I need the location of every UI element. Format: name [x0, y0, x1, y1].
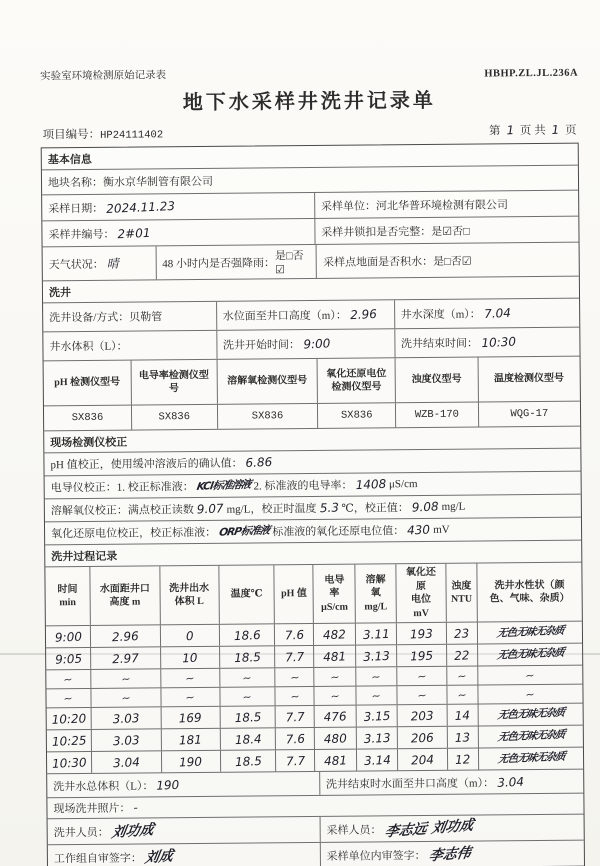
doc-code: HBHP.ZL.JL.236A: [484, 67, 579, 80]
sampling-unit-value: 河北华普环境检测有限公司: [375, 198, 509, 212]
section-process-record: [45, 540, 581, 567]
field-sampling-date: [42, 193, 314, 220]
internal-review-signature: 李志伟: [427, 844, 472, 865]
internal-review-label: 采样单位内审签字：: [326, 849, 426, 863]
cell-conductivity: [314, 687, 356, 705]
cell-character: [477, 685, 582, 704]
ditto-mark: ~: [289, 689, 301, 704]
field-end-time: [394, 328, 580, 358]
field-lock-intact: [314, 217, 578, 244]
process-table-header-row: [45, 562, 581, 626]
site-name-label: 地块名称：: [47, 176, 104, 190]
ditto-mark: ~: [329, 669, 341, 684]
total-volume-value: 190: [156, 777, 180, 793]
ph-value: 7.6: [285, 731, 306, 747]
turbidity-value: 14: [454, 707, 471, 723]
section-process-record-title: 洗井过程记录: [51, 550, 118, 563]
well-volume-label: 井水体积（L）：: [49, 340, 128, 354]
end-water-level-value: 3.04: [496, 774, 525, 790]
process-header-water-height: 水面距井口 高度 m: [89, 566, 159, 625]
do-value: 3.13: [363, 730, 391, 746]
cell-character: [477, 704, 582, 726]
ditto-mark: ~: [524, 668, 536, 683]
cell-do: [356, 686, 397, 704]
orp-value: 193: [409, 626, 434, 642]
process-header-temperature: 温度℃: [218, 565, 274, 623]
conductivity-value: 480: [323, 730, 348, 746]
character-value: 无色无味无杂质: [496, 728, 566, 744]
cell-outflow: [160, 647, 219, 669]
ditto-mark: ~: [329, 688, 341, 703]
time-value: 10:25: [51, 732, 87, 749]
instrument-header-do: 溶解氧检测仪型号: [216, 359, 317, 404]
ditto-mark: ~: [63, 691, 74, 706]
row-weather: [43, 242, 579, 281]
field-sampling-unit: [314, 191, 578, 218]
cell-time: [46, 648, 90, 669]
cell-water-height: [90, 625, 160, 647]
water-height-value: 3.03: [112, 710, 140, 726]
water-height-value: 2.97: [111, 650, 140, 666]
field-well-volume: [43, 331, 216, 361]
instrument-model-orp: SX836: [317, 403, 395, 428]
end-time-value: 10:30: [480, 334, 516, 351]
cell-orp: [397, 705, 447, 726]
cell-conductivity: [313, 624, 355, 645]
ponding-label: 采样点地面是否积水：: [323, 255, 434, 269]
cell-turbidity: [447, 727, 478, 748]
ph-value: 7.7: [285, 709, 305, 725]
ph-calibration-label: pH 值校正，使用缓冲溶液后的确认值：: [50, 457, 243, 472]
page-mid: 页 共: [519, 124, 546, 138]
section-washing: [43, 276, 579, 303]
row-wellno-lock: [42, 216, 578, 247]
sampler-label: 采样人员：: [326, 823, 382, 837]
project-number: [43, 125, 164, 142]
field-washer: [48, 817, 320, 844]
field-weather: [43, 246, 156, 280]
instrument-model-turbidity: WZB-170: [395, 403, 478, 428]
washing-device-value: 贝勒管: [129, 311, 163, 324]
temp-value: 18.5: [233, 709, 262, 725]
process-row-3: [47, 703, 583, 730]
outflow-value: 190: [178, 754, 203, 770]
process-header-turbidity: 浊度 NTU: [445, 564, 477, 622]
orp-value: 203: [410, 708, 434, 724]
ditto-mark: ~: [184, 671, 196, 686]
section-calibration: [44, 426, 580, 453]
conductivity-value: 476: [323, 708, 348, 724]
row-ph-calibration: [44, 448, 580, 476]
orp-unit: mV: [433, 523, 450, 536]
ditto-mark: ~: [416, 669, 428, 684]
field-well-depth: [394, 299, 580, 329]
lock-intact-label: 采样井锁扣是否完整：: [321, 225, 432, 239]
cell-outflow: [160, 669, 219, 688]
field-heavy-rain: [155, 245, 316, 279]
field-end-water-level: [319, 770, 583, 795]
water-level-value: 2.96: [349, 306, 377, 323]
do-value: 3.13: [362, 648, 390, 664]
cell-do: [355, 645, 396, 666]
time-value: 9:05: [54, 651, 82, 667]
instrument-model-ph: SX836: [71, 411, 104, 425]
row-instrument-models: [44, 401, 580, 431]
cell-time: [46, 689, 90, 707]
cell-ph: [274, 624, 313, 645]
process-header-outflow-volume: 洗井出水 体积 L: [159, 566, 218, 625]
ph-value: 7.6: [284, 627, 305, 643]
cell-temp: [219, 706, 275, 727]
page-number-handwritten: 1: [505, 123, 515, 138]
temp-value: 18.5: [234, 753, 262, 769]
do-temp-value: 5.3: [319, 500, 339, 516]
outflow-value: 10: [181, 650, 198, 665]
photo-label: 现场洗井照片：: [53, 802, 131, 816]
page-prefix: 第: [488, 125, 501, 138]
cell-orp: [396, 623, 446, 644]
instrument-header-orp: 氧化还原电位 检测仪型号: [317, 358, 395, 403]
field-do-calibration: [45, 495, 581, 522]
ditto-mark: ~: [371, 669, 382, 684]
top-header: [40, 64, 578, 84]
field-ph-calibration: [44, 449, 580, 476]
field-water-level-height: [216, 300, 394, 330]
cell-conductivity: [314, 668, 356, 686]
cell-ph: [275, 668, 314, 686]
row-personnel: [48, 814, 584, 845]
cell-turbidity: [446, 645, 477, 666]
ph-value: 7.7: [285, 753, 306, 769]
well-depth-label: 井水深度（m）：: [400, 308, 481, 322]
cell-conductivity: [314, 706, 356, 727]
section-basic-info-title: 基本信息: [47, 153, 92, 166]
ditto-mark: ~: [456, 668, 468, 683]
orp-value-label: 标准液的氧化还原电位值：: [272, 525, 405, 539]
ditto-mark: ~: [241, 670, 253, 685]
character-value: 无色无味无杂质: [495, 624, 565, 640]
character-value: 无色无味无杂质: [496, 750, 566, 766]
outflow-value: 169: [178, 710, 203, 726]
orp-value: 204: [410, 752, 435, 768]
row-site-name: [42, 165, 578, 195]
cell-outflow: [160, 707, 219, 729]
start-time-label: 洗井开始时间：: [222, 339, 301, 352]
well-number-label: 采样井编号：: [48, 228, 115, 241]
record-form-table: [41, 143, 585, 866]
cell-character: [478, 726, 583, 748]
ditto-mark: ~: [184, 690, 196, 705]
cell-turbidity: [446, 705, 477, 726]
weather-label: 天气状况：: [48, 258, 104, 271]
sampling-date-value: 2024.11.23: [105, 198, 176, 216]
field-washing-device: [43, 302, 216, 332]
orp-value: 430: [406, 522, 431, 538]
do-temp-label: mg/L，校正时温度: [226, 502, 317, 516]
process-header-character: 洗井水性状（颜 色、气味、杂质）: [476, 563, 582, 622]
cell-do: [356, 749, 397, 770]
cell-ph: [275, 687, 314, 705]
time-value: 10:20: [51, 710, 87, 727]
cell-outflow: [159, 625, 218, 647]
start-time-value: 9:00: [302, 336, 331, 352]
instrument-header-temperature: 温度检测仪型号: [477, 357, 580, 402]
section-calibration-title: 现场检测仪校正: [50, 436, 128, 449]
process-row-2: [46, 643, 582, 670]
cell-water-height: [90, 647, 160, 669]
cell-temp: [219, 668, 275, 686]
cell-temp: [219, 687, 275, 705]
time-value: 10:30: [51, 754, 87, 771]
sampling-unit-label: 采样单位：: [320, 199, 377, 213]
cell-outflow: [161, 751, 220, 773]
sampling-date-label: 采样日期：: [48, 202, 104, 215]
page-title: 地下水采样井洗井记录单: [182, 89, 436, 115]
field-sampler: [319, 815, 583, 842]
ditto-mark: ~: [242, 689, 253, 704]
field-total-volume: [47, 772, 319, 797]
turbidity-value: 12: [454, 751, 471, 767]
row-device-levels: [43, 298, 579, 332]
temp-value: 18.6: [233, 627, 261, 643]
conductivity-value: 481: [324, 752, 348, 768]
turbidity-value: 22: [454, 647, 470, 663]
cell-time: [47, 730, 91, 751]
total-volume-label: 洗井水总体积（L）：: [53, 779, 154, 793]
orp-value: 206: [410, 730, 434, 746]
water-height-value: 3.04: [112, 754, 140, 770]
do-reading-value: 9.07: [196, 501, 224, 517]
site-name-value: 衡水京华制管有限公司: [102, 175, 214, 189]
cell-time: [47, 752, 91, 773]
cell-temp: [218, 624, 274, 645]
cell-turbidity: [447, 749, 478, 770]
row-instrument-headers: [44, 356, 580, 406]
cell-conductivity: [314, 750, 356, 771]
process-row-5: [47, 747, 583, 774]
turbidity-value: 23: [453, 625, 470, 641]
ditto-mark: ~: [371, 688, 382, 703]
temp-value: 18.4: [234, 731, 262, 747]
ditto-mark: ~: [62, 672, 74, 687]
cell-temp: [219, 728, 275, 749]
cell-do: [355, 623, 396, 644]
project-number-value: HP24111402: [100, 129, 164, 142]
cell-outflow: [160, 729, 219, 751]
cell-do: [356, 705, 397, 726]
ditto-mark: ~: [416, 688, 428, 703]
field-orp-calibration: [45, 518, 581, 545]
cell-water-height: [91, 729, 161, 751]
do-value: 3.15: [363, 708, 391, 724]
process-header-orp: 氧化还原 电位 mV: [395, 564, 445, 622]
cell-temp: [220, 750, 276, 771]
row-date-unit: [42, 190, 578, 221]
turbidity-value: 13: [454, 729, 471, 745]
cell-orp: [396, 645, 446, 666]
page-count: [489, 122, 577, 139]
cell-water-height: [91, 707, 161, 729]
cell-ph: [275, 728, 314, 749]
cell-water-height: [90, 669, 160, 688]
cell-ph: [275, 750, 314, 771]
cell-conductivity: [313, 646, 355, 667]
do-value: 3.14: [363, 752, 391, 768]
cell-outflow: [160, 688, 219, 707]
conductivity-standard-value: KCl标准溶液: [195, 478, 252, 493]
row-do-calibration: [45, 494, 581, 522]
cell-character: [477, 644, 582, 666]
character-value: 无色无味无杂质: [496, 706, 565, 722]
instrument-header-conductivity: 电导率检测仪型号: [130, 360, 216, 405]
character-value: 无色无味无杂质: [495, 646, 565, 662]
cell-time: [47, 708, 91, 729]
cell-turbidity: [446, 686, 477, 704]
process-header-ph: pH 值: [274, 565, 314, 623]
ditto-mark: ~: [457, 687, 468, 702]
instrument-header-turbidity: 浊度仪型号: [395, 358, 478, 403]
self-review-signature: 刘成: [143, 847, 175, 866]
ditto-mark: ~: [120, 671, 131, 686]
conductivity-standard-label: 电导仪校正：1. 校正标准液：: [50, 481, 194, 495]
cell-orp: [397, 727, 447, 748]
cell-time: [46, 626, 90, 647]
cell-time: [46, 670, 90, 688]
cell-orp: [396, 667, 446, 685]
well-depth-value: 7.04: [483, 305, 511, 321]
do-unit: mg/L: [441, 500, 466, 513]
cell-do: [356, 727, 397, 748]
form-sheet: [40, 64, 585, 866]
conductivity-value: 481: [323, 648, 347, 664]
ditto-mark: ~: [120, 690, 132, 705]
process-header-do: 溶解氧 mg/L: [355, 564, 396, 622]
row-total-volume: [47, 769, 583, 798]
cell-conductivity: [314, 728, 356, 749]
cell-turbidity: [446, 667, 477, 685]
water-level-label: 水位面至井口高度（m）：: [222, 309, 347, 323]
field-site-name: [42, 166, 578, 195]
row-orp-calibration: [45, 517, 581, 545]
instrument-header-ph: pH 检测仪型号: [54, 376, 121, 389]
cell-character: [477, 622, 582, 644]
weather-value: 晴: [106, 255, 120, 271]
doc-type-label: 实验室环境检测原始记录表: [40, 70, 167, 83]
cell-ph: [274, 646, 313, 667]
washer-signature: 刘功成: [110, 821, 155, 841]
washer-label: 洗井人员：: [53, 826, 109, 839]
cell-water-height: [91, 751, 161, 773]
cell-character: [477, 666, 582, 685]
ph-value: 7.7: [284, 649, 305, 665]
conductivity-unit: μS/cm: [388, 478, 418, 491]
instrument-model-temperature: WQG-17: [478, 402, 581, 427]
cell-orp: [396, 686, 446, 704]
heavy-rain-label: 48 小时内是否强降雨：: [162, 256, 276, 270]
outflow-value: 0: [185, 628, 194, 643]
end-time-label: 洗井结束时间：: [400, 337, 478, 351]
orp-value: 195: [409, 648, 434, 664]
field-ponding: [316, 243, 579, 278]
water-height-value: 2.96: [111, 628, 139, 644]
ph-calibration-value: 6.86: [245, 454, 273, 471]
field-internal-review: [320, 841, 584, 866]
process-row-4: [47, 725, 583, 752]
field-start-time: [216, 329, 394, 359]
process-row-1: [46, 621, 582, 648]
ditto-mark: ~: [289, 670, 301, 685]
cell-do: [355, 667, 396, 685]
cell-temp: [219, 646, 275, 667]
process-header-time: 时间 min: [57, 583, 78, 609]
heavy-rain-checkboxes: 是□否☑: [274, 250, 304, 277]
lock-intact-checkboxes: 是☑否□: [431, 225, 470, 238]
instrument-model-do: SX836: [217, 404, 318, 429]
cell-ph: [275, 706, 314, 727]
field-conductivity-calibration: [45, 472, 581, 499]
cell-water-height: [90, 688, 160, 707]
ditto-mark: ~: [525, 687, 536, 702]
conductivity-value-label: 2. 标准液的电导率：: [253, 479, 353, 493]
time-value: 9:00: [54, 629, 82, 645]
end-water-level-label: 洗井结束时水面至井口高度（m）：: [325, 776, 495, 791]
field-well-number: [42, 219, 314, 246]
conductivity-value: 482: [323, 626, 347, 642]
conductivity-value: 1408: [355, 476, 387, 493]
row-conductivity-calibration: [45, 471, 581, 499]
orp-standard-label: 氧化还原电位校正，校正标准液：: [51, 526, 217, 541]
row-volume-times: [43, 327, 579, 361]
well-number-value: 2#01: [117, 225, 151, 241]
cell-orp: [397, 749, 447, 770]
do-reading-label: 溶解氧仪校正：满点校正读数: [50, 504, 194, 518]
do-value: 3.11: [362, 626, 390, 642]
ponding-checkboxes: 是□否☑: [433, 255, 472, 268]
do-correction-label: ℃，校正值：: [341, 502, 409, 515]
page-suffix: 页: [565, 124, 577, 137]
photo-value: -: [133, 800, 139, 815]
water-height-value: 3.03: [112, 732, 140, 748]
outflow-value: 181: [178, 732, 203, 748]
washing-device-label: 洗井设备/方式：: [49, 311, 130, 325]
section-washing-title: 洗井: [48, 286, 72, 299]
project-number-label: 项目编号：: [42, 128, 101, 142]
cell-turbidity: [446, 623, 477, 644]
do-correction-value: 9.08: [411, 499, 439, 515]
cell-character: [478, 748, 583, 770]
self-review-label: 工作组自审签字：: [53, 851, 142, 865]
temp-value: 18.5: [233, 649, 261, 665]
orp-standard-value: ORP标准液: [218, 524, 271, 539]
sampler-signature: 李志远 刘功成: [383, 816, 475, 841]
project-row: [41, 122, 579, 143]
instrument-model-conductivity: SX836: [131, 405, 217, 430]
page-total-handwritten: 1: [551, 122, 560, 138]
field-self-review: [48, 843, 320, 866]
process-header-conductivity: 电导率 μS/cm: [313, 565, 355, 623]
